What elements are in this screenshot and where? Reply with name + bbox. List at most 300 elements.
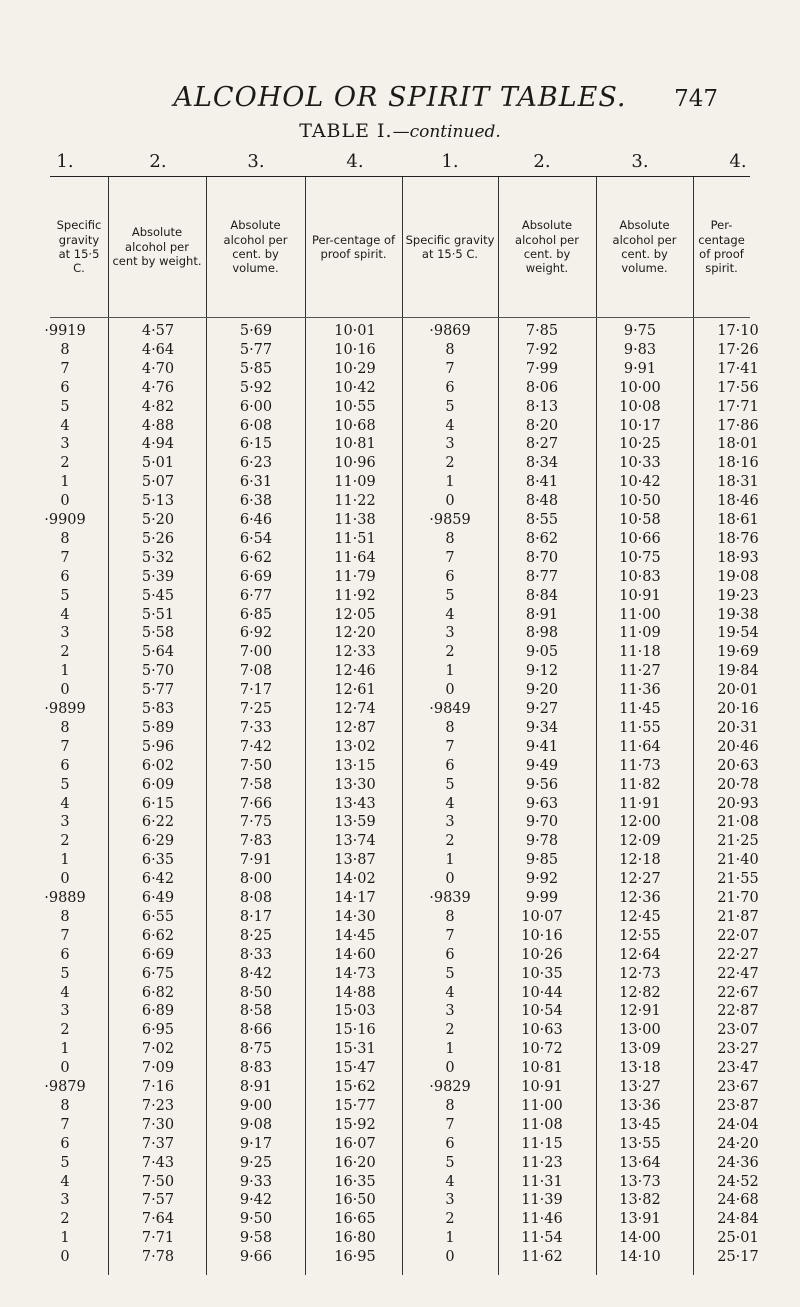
column-number: 4. [729, 151, 747, 172]
table-row [50, 625, 759, 644]
table-cell: 25·01 [717, 1230, 759, 1247]
table-cell: 9·34 [525, 719, 559, 736]
table-cell: 10·50 [619, 493, 661, 510]
table-cell: 5 [60, 776, 70, 793]
table-row [50, 1022, 759, 1041]
table-row [50, 1173, 759, 1193]
table-cell: 7·71 [141, 1230, 175, 1247]
table-cell: 11·79 [334, 568, 376, 585]
table-cell: 7·50 [141, 1173, 175, 1190]
table-cell: 13·59 [334, 814, 376, 831]
table-row [50, 757, 759, 777]
table-cell: 16·80 [334, 1230, 376, 1247]
table-cell: 8·91 [525, 606, 559, 623]
table-cell: 24·84 [717, 1211, 759, 1228]
header-proof-spirit: Per-centage of proof spirit. [311, 232, 396, 261]
table-cell: 5·20 [141, 512, 175, 528]
table-cell: 17·41 [717, 360, 759, 377]
table-cell: 3 [445, 436, 455, 453]
table-row [50, 795, 759, 815]
column-number: 1. [441, 151, 459, 172]
table-cell: 11·15 [521, 1135, 563, 1152]
table-cell: 7·66 [239, 795, 273, 812]
table-cell: 23·67 [717, 1079, 759, 1095]
table-cell: 6·00 [239, 398, 273, 415]
table-row [50, 568, 759, 588]
table-cell: 15·16 [334, 1022, 376, 1039]
table-cell: 11·38 [334, 512, 376, 528]
table-cell: 0 [445, 493, 455, 510]
table-title-main: TABLE I. [299, 120, 393, 142]
table-cell: 21·55 [717, 871, 759, 888]
table-cell: 6·42 [141, 871, 175, 888]
table-cell: 19·69 [717, 644, 759, 661]
table-cell: 10·16 [334, 341, 376, 358]
table-cell: 15·47 [334, 1060, 376, 1077]
table-cell: 11·54 [521, 1230, 563, 1247]
table-cell: 14·60 [334, 946, 376, 963]
header-alcohol-volume: Absolute alcohol per cent. by volume. [223, 218, 288, 276]
table-cell: 5·51 [141, 606, 175, 623]
table-cell: 6·15 [239, 436, 273, 453]
table-cell: 11·51 [334, 530, 376, 547]
table-row [50, 738, 759, 758]
table-cell: 8·58 [239, 1003, 273, 1020]
alcohol-table [44, 176, 759, 1275]
table-cell: 12·74 [334, 701, 376, 717]
table-cell: 9·08 [239, 1116, 273, 1133]
table-row [50, 663, 759, 682]
table-cell: 3 [445, 1192, 455, 1209]
table-cell: 11·27 [619, 663, 661, 680]
table-cell: 17·56 [717, 379, 759, 396]
table-cell: 9·56 [525, 776, 559, 793]
table-cell: 24·20 [717, 1135, 759, 1152]
table-cell: 1 [60, 663, 70, 680]
table-cell: 5·58 [141, 625, 175, 642]
table-cell: 8·77 [525, 568, 559, 585]
table-cell: 9·99 [525, 890, 559, 906]
table-cell: 22·47 [717, 965, 759, 982]
table-cell: 1 [60, 474, 70, 491]
table-row [50, 946, 759, 966]
table-cell: 5 [445, 398, 455, 415]
table-cell: 6 [60, 1135, 70, 1152]
table-cell: 20·78 [717, 776, 759, 793]
table-cell: 1 [445, 1230, 455, 1247]
table-cell: 8·33 [239, 946, 273, 963]
table-row [50, 1192, 759, 1211]
table-cell: 21·08 [717, 814, 759, 831]
table-cell: 11·64 [334, 549, 376, 566]
table-cell: 6·35 [141, 852, 175, 869]
table-cell: 5·96 [141, 738, 175, 755]
table-cell: ·9849 [429, 701, 471, 717]
table-cell: 7·02 [141, 1041, 175, 1058]
table-cell: 21·40 [717, 852, 759, 869]
table-cell: 19·08 [717, 568, 759, 585]
table-cell: 3 [445, 625, 455, 642]
table-cell: 7·37 [141, 1135, 175, 1152]
table-cell: 7·83 [239, 833, 273, 850]
table-cell: 10·55 [334, 398, 376, 415]
table-cell: 3 [60, 1003, 70, 1020]
table-row [50, 965, 759, 985]
table-cell: 6·77 [239, 587, 273, 604]
table-cell: 6·62 [141, 927, 175, 944]
table-cell: 1 [60, 1041, 70, 1058]
table-cell: 23·87 [717, 1097, 759, 1114]
table-cell: 4 [60, 795, 70, 812]
table-cell: 7·09 [141, 1060, 175, 1077]
table-cell: 5·83 [141, 701, 175, 717]
table-cell: 2 [445, 455, 455, 472]
table-cell: 16·35 [334, 1173, 376, 1190]
table-cell: 6 [445, 757, 455, 774]
table-cell: 6·92 [239, 625, 273, 642]
table-cell: 20·01 [717, 682, 759, 699]
table-title-continued: —continued. [392, 122, 501, 142]
table-cell: 4·70 [141, 360, 175, 377]
table-cell: 23·27 [717, 1041, 759, 1058]
table-cell: 11·62 [521, 1249, 563, 1266]
table-cell: 10·00 [619, 379, 661, 396]
table-cell: 6·89 [141, 1003, 175, 1020]
table-cell: 11·36 [619, 682, 661, 699]
table-cell: 7 [445, 360, 455, 377]
table-cell: 13·00 [619, 1022, 661, 1039]
table-cell: 1 [445, 663, 455, 680]
table-cell: 7 [445, 927, 455, 944]
table-row [50, 1211, 759, 1230]
table-cell: 21·70 [717, 890, 759, 906]
table-cell: 5·45 [141, 587, 175, 604]
table-cell: 3 [445, 1003, 455, 1020]
table-cell: 13·73 [619, 1173, 661, 1190]
table-cell: 8·50 [239, 984, 273, 1001]
table-row [44, 890, 759, 909]
table-cell: ·9829 [429, 1079, 471, 1095]
table-cell: 9·58 [239, 1230, 273, 1247]
table-cell: 12·36 [619, 890, 661, 906]
table-cell: 8·25 [239, 927, 273, 944]
table-cell: 7 [60, 549, 70, 566]
table-cell: 24·36 [717, 1154, 759, 1171]
table-cell: 0 [60, 682, 70, 699]
table-row [50, 587, 759, 607]
table-cell: 15·62 [334, 1079, 376, 1095]
running-title: ALCOHOL OR SPIRIT TABLES. [173, 82, 627, 113]
table-cell: 5·77 [239, 341, 273, 358]
table-cell: 5·92 [239, 379, 273, 396]
table-cell: 10·29 [334, 360, 376, 377]
column-number: 2. [533, 151, 551, 172]
table-cell: 19·38 [717, 606, 759, 623]
table-cell: 12·45 [619, 908, 661, 925]
table-cell: 6 [60, 757, 70, 774]
table-cell: 11·73 [619, 757, 661, 774]
table-cell: 18·61 [717, 512, 759, 528]
table-cell: 9·42 [239, 1192, 273, 1209]
table-cell: 2 [445, 833, 455, 850]
table-cell: 17·71 [717, 398, 759, 415]
table-cell: 4 [445, 417, 455, 434]
table-cell: 10·58 [619, 512, 661, 528]
table-row [50, 436, 759, 455]
table-cell: 7·85 [525, 323, 559, 339]
table-cell: 4·57 [141, 323, 175, 339]
table-cell: 2 [445, 1211, 455, 1228]
table-row [50, 455, 759, 474]
table-cell: 7 [60, 927, 70, 944]
table-cell: 0 [60, 1060, 70, 1077]
table-cell: 16·65 [334, 1211, 376, 1228]
table-cell: 7·50 [239, 757, 273, 774]
table-cell: 5 [60, 587, 70, 604]
table-cell: 2 [60, 644, 70, 661]
table-cell: 11·92 [334, 587, 376, 604]
table-cell: 11·55 [619, 719, 661, 736]
table-row [50, 871, 759, 890]
table-cell: 9·25 [239, 1154, 273, 1171]
table-cell: 11·18 [619, 644, 661, 661]
table-cell: 7 [445, 1116, 455, 1133]
table-cell: 13·64 [619, 1154, 661, 1171]
table-cell: 5 [60, 965, 70, 982]
table-cell: 10·81 [334, 436, 376, 453]
table-cell: 13·91 [619, 1211, 661, 1228]
table-row [50, 1135, 759, 1155]
table-cell: 10·66 [619, 530, 661, 547]
table-cell: ·9889 [44, 890, 86, 906]
table-cell: 5 [445, 1154, 455, 1171]
table-cell: 5 [60, 1154, 70, 1171]
table-cell: 7·64 [141, 1211, 175, 1228]
table-cell: 13·30 [334, 776, 376, 793]
table-cell: 7·33 [239, 719, 273, 736]
table-cell: 9·91 [623, 360, 657, 377]
table-cell: 18·76 [717, 530, 759, 547]
table-cell: 17·86 [717, 417, 759, 434]
table-cell: 15·77 [334, 1097, 376, 1114]
table-cell: 4·82 [141, 398, 175, 415]
table-cell: 9·92 [525, 871, 559, 888]
table-row [50, 1116, 759, 1136]
table-cell: 6·85 [239, 606, 273, 623]
table-cell: 5·07 [141, 474, 175, 491]
table-cell: 8·13 [525, 398, 559, 415]
table-row [50, 1097, 759, 1117]
table-cell: 8·62 [525, 530, 559, 547]
table-cell: 22·67 [717, 984, 759, 1001]
table-cell: 8·17 [239, 908, 273, 925]
table-cell: 20·93 [717, 795, 759, 812]
table-cell: 0 [445, 1249, 455, 1266]
table-cell: 8·20 [525, 417, 559, 434]
table-cell: 7·08 [239, 663, 273, 680]
table-cell: 2 [60, 1022, 70, 1039]
table-cell: 3 [60, 1192, 70, 1209]
table-cell: 8·83 [239, 1060, 273, 1077]
table-cell: 5·13 [141, 493, 175, 510]
table-cell: 6·15 [141, 795, 175, 812]
header-specific-gravity: Specific gravity at 15·5 C. [405, 232, 495, 261]
table-row [50, 814, 759, 833]
header-specific-gravity: Specific gravity at 15·5 C. [56, 218, 102, 276]
table-cell: 18·46 [717, 493, 759, 510]
table-cell: 6·82 [141, 984, 175, 1001]
table-cell: 10·68 [334, 417, 376, 434]
table-cell: 0 [445, 1060, 455, 1077]
table-row [50, 549, 759, 569]
table-cell: 0 [445, 871, 455, 888]
table-title [0, 120, 800, 142]
table-cell: 0 [60, 1249, 70, 1266]
table-cell: 17·10 [717, 323, 759, 339]
table-row [50, 927, 759, 947]
table-cell: 8·75 [239, 1041, 273, 1058]
table-cell: 10·81 [521, 1060, 563, 1077]
table-cell: 8·98 [525, 625, 559, 642]
table-cell: 6·54 [239, 530, 273, 547]
table-cell: 8 [60, 719, 70, 736]
table-cell: 6 [445, 379, 455, 396]
table-cell: 5·70 [141, 663, 175, 680]
table-cell: 6·22 [141, 814, 175, 831]
table-cell: 7·42 [239, 738, 273, 755]
table-cell: 12·91 [619, 1003, 661, 1020]
table-cell: 11·46 [521, 1211, 563, 1228]
table-cell: 8·08 [239, 890, 273, 906]
table-cell: 10·83 [619, 568, 661, 585]
table-row [50, 1154, 759, 1174]
table-cell: 4 [445, 984, 455, 1001]
table-cell: 6·29 [141, 833, 175, 850]
table-cell: 10·16 [521, 927, 563, 944]
table-cell: 6·69 [141, 946, 175, 963]
table-cell: 23·07 [717, 1022, 759, 1039]
table-cell: 2 [60, 1211, 70, 1228]
table-cell: 5·26 [141, 530, 175, 547]
table-cell: 12·27 [619, 871, 661, 888]
table-cell: 7 [60, 1116, 70, 1133]
table-cell: 4 [60, 606, 70, 623]
table-cell: 10·72 [521, 1041, 563, 1058]
table-cell: 13·55 [619, 1135, 661, 1152]
table-cell: 11·31 [521, 1173, 563, 1190]
table-cell: 8 [445, 341, 455, 358]
table-cell: 6·23 [239, 455, 273, 472]
table-cell: 5·01 [141, 455, 175, 472]
table-cell: 9·41 [525, 738, 559, 755]
table-row [50, 493, 759, 512]
table-cell: 13·36 [619, 1097, 661, 1114]
table-cell: 5 [60, 398, 70, 415]
table-cell: 1 [60, 1230, 70, 1247]
table-cell: 5·64 [141, 644, 175, 661]
header-alcohol-volume: Absolute alcohol per cent. by volume. [612, 218, 677, 276]
table-row [50, 719, 759, 739]
table-cell: ·9839 [429, 890, 471, 906]
table-cell: 3 [60, 436, 70, 453]
table-cell: 0 [445, 682, 455, 699]
header-rule [50, 317, 750, 318]
table-cell: 12·61 [334, 682, 376, 699]
table-cell: 4·94 [141, 436, 175, 453]
table-cell: 13·27 [619, 1079, 661, 1095]
table-cell: 7·23 [141, 1097, 175, 1114]
table-cell: 7·57 [141, 1192, 175, 1209]
table-cell: 9·70 [525, 814, 559, 831]
table-cell: 13·15 [334, 757, 376, 774]
table-cell: 10·35 [521, 965, 563, 982]
table-cell: 10·25 [619, 436, 661, 453]
table-cell: 8·84 [525, 587, 559, 604]
table-cell: 12·33 [334, 644, 376, 661]
table-cell: 8 [60, 530, 70, 547]
table-cell: 5 [445, 965, 455, 982]
table-cell: 9·20 [525, 682, 559, 699]
table-cell: 8·00 [239, 871, 273, 888]
table-cell: 13·43 [334, 795, 376, 812]
table-row [50, 1230, 759, 1249]
table-row [50, 644, 759, 663]
table-cell: 0 [60, 871, 70, 888]
header-alcohol-weight: Absolute alcohol per cent. by weight. [515, 218, 579, 276]
table-cell: 0 [60, 493, 70, 510]
table-cell: 3 [445, 814, 455, 831]
table-cell: 9·75 [623, 323, 657, 339]
table-cell: 7·43 [141, 1154, 175, 1171]
table-cell: 15·31 [334, 1041, 376, 1058]
table-cell: 6 [60, 568, 70, 585]
table-cell: 14·30 [334, 908, 376, 925]
table-cell: 6 [60, 946, 70, 963]
table-cell: 9·50 [239, 1211, 273, 1228]
table-cell: 13·45 [619, 1116, 661, 1133]
table-cell: 8·91 [239, 1079, 273, 1095]
table-cell: 25·17 [717, 1249, 759, 1266]
table-cell: 11·23 [521, 1154, 563, 1171]
column-numbers [0, 151, 800, 173]
table-cell: 23·47 [717, 1060, 759, 1077]
table-cell: 13·02 [334, 738, 376, 755]
table-cell: 1 [445, 852, 455, 869]
table-row [50, 1003, 759, 1022]
table-cell: 9·05 [525, 644, 559, 661]
table-cell: 12·05 [334, 606, 376, 623]
table-cell: 4 [60, 417, 70, 434]
table-cell: 6·31 [239, 474, 273, 491]
table-cell: 11·91 [619, 795, 661, 812]
table-row [50, 360, 759, 380]
table-cell: 19·54 [717, 625, 759, 642]
table-cell: 21·87 [717, 908, 759, 925]
table-cell: 9·83 [623, 341, 657, 358]
table-cell: 12·73 [619, 965, 661, 982]
table-cell: 4·76 [141, 379, 175, 396]
table-cell: 12·18 [619, 852, 661, 869]
table-cell: 6 [445, 568, 455, 585]
table-cell: 24·68 [717, 1192, 759, 1209]
table-row [44, 512, 759, 531]
table-cell: 6·75 [141, 965, 175, 982]
table-cell: 5·85 [239, 360, 273, 377]
table-cell: 11·00 [521, 1097, 563, 1114]
table-cell: 8 [445, 530, 455, 547]
table-cell: 10·17 [619, 417, 661, 434]
table-cell: 8·55 [525, 512, 559, 528]
